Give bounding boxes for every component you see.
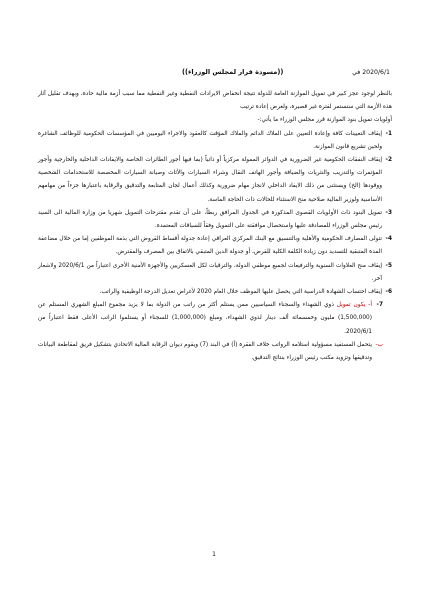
clause-1: [38, 128, 392, 154]
clause-text: إيقاف منح العلاوات السنوية والترفيعات لجميع موظفي الدولة، والترقيات لكل العسكريين والأجهزة الأمنية الأخرى اعتباراً من 2020/6/1 ولاشعار آخر.: [38, 262, 382, 282]
subclause-a-label: أ-: [368, 302, 372, 309]
intro-paragraph: بالنظر لوجود عجز كبير في تمويل الموازنة العامة للدولة نتيجة انخفاض الايرادات النفطية وغير النفطية مما سبب أزمة مالية حادة، وبهدف تقليل آثار هذه الأزمة التي ستستمر لفترة غير قصيرة، ولغرض إعادة ترتيب: [38, 91, 392, 111]
clause-5: [38, 260, 392, 286]
clause-text: تتولى المصارف الحكومية والأهلية وبالتنسيق مع البنك المركزي العراقي إعادة جدولة أقساط القروض التي بذمة الموظفين إما من خلال مضاعفة المدة المتبقية للتسديد دون زيادة الكلفة الكلية للقرض، أو جدولة الدين المتبقي بالاتفاق بين المصرف والمقترض.: [38, 236, 382, 256]
clause-text: إيقاف التعيينات كافة وإعادة التعيين على الملاك الدائم والملاك المؤقت كالعقود والاجراء اليوميين في المؤسسات الحكومية للوظائف الشاغرة ولحين تشريع قانون الموازنة.: [38, 130, 382, 150]
clause-3: [38, 207, 392, 233]
subclause-a-highlight: يكون تمويل: [336, 302, 366, 309]
clause-text: إيقاف احتساب الشهادة الدراسية التي يحصل عليها الموظف خلال العام 2020 لأغراض تعديل الدرجة الوظيفية والراتب.: [99, 289, 382, 296]
clause-text: إيقاف النفقات الحكومية غير الضرورية في الدوائر الممولة مركزياً أو ذاتياً (بما فيها أجور الطائرات الخاصة والايفادات الداخلية والخارجية وأجور المؤتمرات والتدريب والنثريات والضيافة وأجور الهاتف النقال وشراء السيارات والأثاث وصيانة السيارات المخصصة للاستخدامات الشخصية ووقودها (الخ) ويستثنى من ذلك الايفاد الداخلي لانجاز مهام ضرورية وكذلك أعمال لجان المتابعة والتدقيق والرقابة باعتبارها جزءاً من مهامهم الأساسية ولوزير المالية صلاحية منح الاستثناء للحالات ذات الحاجة الماسة.: [38, 157, 382, 203]
clause-7-subclause-b: [38, 339, 392, 365]
page-number: 1: [212, 551, 216, 558]
clause-number: 3-: [385, 209, 392, 216]
document-header: [0, 69, 428, 81]
clause-number: 1-: [385, 130, 392, 137]
clause-number: 5-: [385, 262, 392, 269]
clause-number: 2-: [385, 157, 392, 164]
clause-4: [38, 233, 392, 259]
clause-number: 7-: [376, 302, 383, 309]
clause-2: [38, 154, 392, 207]
clause-7: [38, 299, 392, 339]
subclause-a-text: ذوي الشهداء والسجناء السياسيين ممن يستلم أكثر من راتب من الدولة بما لا يزيد مجموع المبلغ الشهري المستلم عن (1,500,000) مليون وخمسمائة ألف دينار لذوي الشهداء، ومبلغ (1,000,000) للسجناء أو يستلموا الراتب الأعلى فقط اعتباراً من 2020/6/1.: [38, 302, 372, 335]
document-body: [38, 88, 392, 365]
document-date: 2020/6/1 في: [352, 69, 390, 76]
clause-6: [38, 286, 392, 299]
clause-number: 6-: [385, 289, 392, 296]
document-title: ((مسودة قرار لمجلس الوزراء)): [182, 68, 284, 76]
subclause-b-label: ب-: [375, 341, 383, 348]
subclause-b-text: يتحمل المستفيد مسؤولية استلامه الرواتب خلاف الفقرة (أ) في البند (7) ويقوم ديوان الرقابة المالية الاتحادي بتشكيل فريق لمقاطعة البيانات وتدقيقها وتزويد مكتب رئيس الوزراء بنتائج التدقيق.: [38, 341, 373, 362]
clause-number: 4-: [385, 236, 392, 243]
clause-text: تمويل البنود ذات الأولويات القصوى المذكورة في الجدول المرافق ربطاً، على أن تقدم مقترحات التمويل شهريا من وزارة المالية الى السيد رئيس مجلس الوزراء للمصادقة عليها واستحصال موافقته على التمويل وفقاً للسياقات المعتمدة.: [38, 209, 382, 230]
intro-lead-line: أولويات تمويل بنود الموازنة قرر مجلس الوزراء ما يأتي:-: [257, 117, 392, 124]
